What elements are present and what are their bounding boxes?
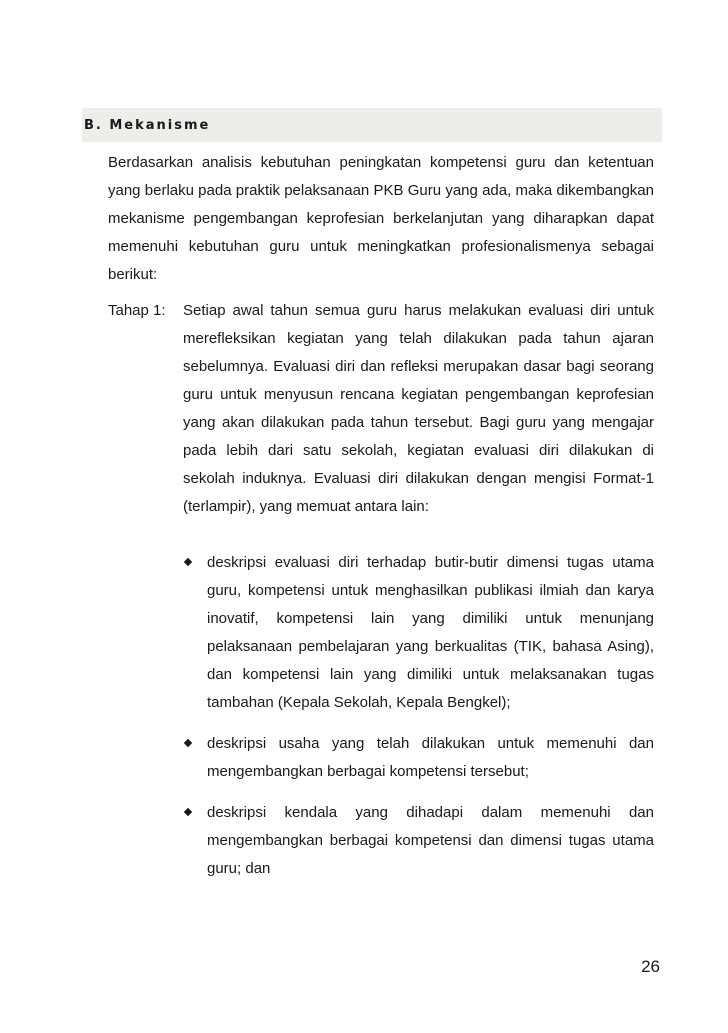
stage-description: Setiap awal tahun semua guru harus melakukan evaluasi diri untuk merefleksikan kegiatan yang telah dilakukan pada tahun ajaran sebelumnya. Evaluasi diri dan refleksi merupakan dasar bagi seorang guru untuk menyusun rencana kegiatan pengembangan keprofesian yang akan dilakukan pada tahun tersebut. Bagi guru yang mengajar pada lebih dari satu sekolah, kegiatan evaluasi diri dilakukan di sekolah induknya. Evaluasi diri dilakukan dengan mengisi Format-1 (terlampir), yang memuat antara lain: <box>183 302 654 515</box>
list-item-text: deskripsi kendala yang dihadapi dalam memenuhi dan mengembangkan berbagai kompetensi dan dimensi tugas utama guru; dan <box>207 804 654 877</box>
section-title: B. Mekanisme <box>84 117 211 133</box>
list-item-text: deskripsi evaluasi diri terhadap butir-butir dimensi tugas utama guru, kompetensi untuk menghasilkan publikasi ilmiah dan karya inovatif, kompetensi lain yang dimiliki untuk menunjang pelaksanaan pembelajaran yang berkualitas (TIK, bahasa Asing), dan kompetensi lain yang dimiliki untuk melaksanakan tugas tambahan (Kepala Sekolah, Kepala Bengkel); <box>207 554 654 711</box>
bullet-diamond-icon <box>184 558 192 566</box>
page-number: 26 <box>641 957 660 976</box>
list-item <box>183 549 654 717</box>
list-item <box>183 799 654 883</box>
section-header <box>82 108 662 142</box>
stage-1 <box>108 297 654 521</box>
list-item <box>183 730 654 786</box>
bullet-list <box>183 549 654 883</box>
bullet-diamond-icon <box>184 739 192 747</box>
intro-paragraph: Berdasarkan analisis kebutuhan peningkatan kompetensi guru dan ketentuan yang berlaku pada praktik pelaksanaan PKB Guru yang ada, maka dikembangkan mekanisme pengembangan keprofesian berkelanjutan yang diharapkan dapat memenuhi kebutuhan guru untuk meningkatkan profesionalismenya sebagai berikut: <box>108 154 654 283</box>
bullet-diamond-icon <box>184 808 192 816</box>
list-item-text: deskripsi usaha yang telah dilakukan untuk memenuhi dan mengembangkan berbagai kompetensi tersebut; <box>207 735 654 780</box>
stage-label: Tahap 1: <box>108 302 166 319</box>
